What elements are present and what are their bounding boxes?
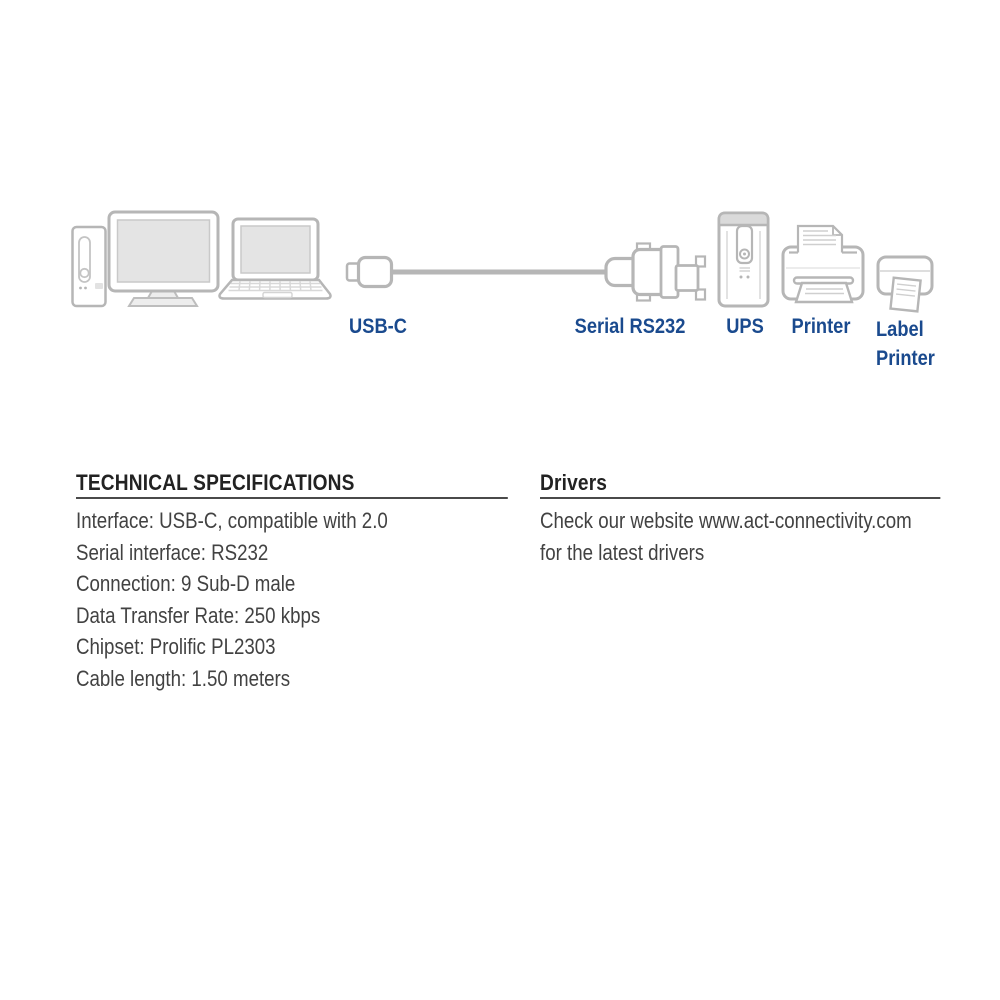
drivers-section [540,471,940,568]
drivers-text-line1: Check our website www.act-connectivity.com [540,508,912,533]
ups-icon [719,213,768,306]
label-printer-icon [878,257,932,311]
drivers-text-line2: for the latest drivers [540,539,705,565]
usb-c-connector-icon [347,258,609,287]
printer-icon [783,226,863,302]
laptop-icon [220,219,331,299]
label-printer-label-line1: Label [876,317,924,341]
spec-item-serial-interface: Serial interface: RS232 [76,539,269,565]
specs-list [76,505,508,694]
devices-illustration [0,0,1000,400]
usb-c-label: USB-C [349,314,407,338]
label-printer-label [876,315,978,372]
spec-item-connection: Connection: 9 Sub-D male [76,571,296,596]
drivers-heading: Drivers [540,471,940,499]
technical-specifications-section [76,471,508,694]
spec-item-cable-length: Cable length: 1.50 meters [76,665,291,691]
drivers-text [540,505,940,568]
spec-item-chipset: Chipset: Prolific PL2303 [76,634,276,659]
ups-label: UPS [726,314,764,338]
monitor-icon [109,212,218,306]
printer-label: Printer [791,314,851,338]
specs-heading: TECHNICAL SPECIFICATIONS [76,471,508,499]
spec-item-interface: Interface: USB-C, compatible with 2.0 [76,508,388,533]
label-printer-label-line2: Printer [876,345,935,370]
spec-item-data-transfer-rate: Data Transfer Rate: 250 kbps [76,602,321,628]
serial-rs232-label: Serial RS232 [574,314,686,338]
desktop-pc-icon [73,227,106,306]
serial-rs232-connector-icon [606,244,705,301]
